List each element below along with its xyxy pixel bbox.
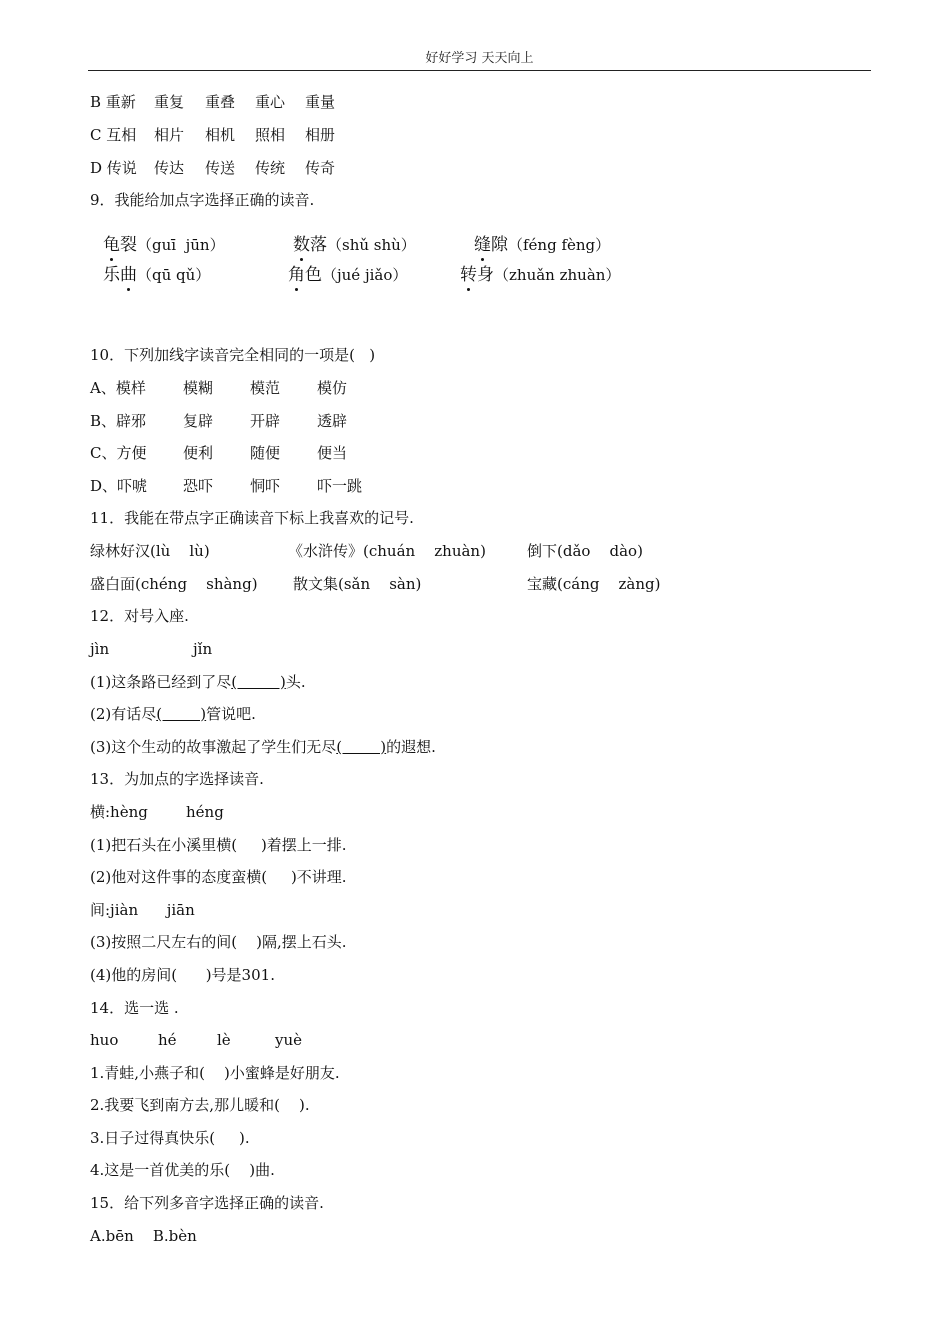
q14-sentence-3: 3.日子过得真快乐( ). [90,1129,250,1147]
q13-heng-pinyin: 横:hèng héng [90,803,224,821]
q9-item-4: 乐曲（qū qǔ） [103,265,211,285]
q13-sentence-4: (4)他的房间( )号是301. [90,966,275,984]
q9-prompt: 9．我能给加点字选择正确的读音. [90,191,315,209]
q10-option-c: C、方便 便利 随便 便当 [90,444,348,462]
q10-option-d: D、吓唬 恐吓 恫吓 吓一跳 [90,477,363,495]
q10-prompt: 10．下列加线字读音完全相同的一项是( ) [90,346,376,364]
q12-sentence-3: (3)这个生动的故事激起了学生们无尽( )的遐想. [90,738,436,756]
q15-prompt: 15．给下列多音字选择正确的读音. [90,1194,324,1212]
page-header: 好好学习 天天向上 [88,50,871,71]
q9-item-2: 数落（shǔ shù） [293,235,416,255]
q10-option-b: B、辟邪 复辟 开辟 透辟 [90,412,348,430]
q14-pinyin: huo hé lè yuè [90,1031,303,1049]
q13-sentence-3: (3)按照二尺左右的间( )隔,摆上石头. [90,933,347,951]
q12-pinyin: jìn jǐn [90,640,213,658]
q14-sentence-2: 2.我要飞到南方去,那儿暖和( ). [90,1096,310,1114]
q13-sentence-1: (1)把石头在小溪里横( )着摆上一排. [90,836,347,854]
q9-item-6: 转身（zhuǎn zhuàn） [460,265,621,285]
q9-item-1: 龟裂（guī jūn） [103,235,225,255]
q8-option-b: B 重新 重复 重叠 重心 重量 [90,93,336,111]
q11-prompt: 11．我能在带点字正确读音下标上我喜欢的记号. [90,509,414,527]
q12-prompt: 12．对号入座. [90,607,189,625]
q12-sentence-1: (1)这条路已经到了尽( )头. [90,673,306,691]
q14-sentence-4: 4.这是一首优美的乐( )曲. [90,1161,275,1179]
q11-row-1: 绿林好汉(lù lù) 《水浒传》(chuán zhuàn) 倒下(dǎo dào) [90,542,643,560]
q8-option-d: D 传说 传达 传送 传统 传奇 [90,159,336,177]
q11-row-2: 盛白面(chéng shàng) 散文集(sǎn sàn) 宝藏(cáng zàng) [90,575,661,593]
q9-item-3: 缝隙（féng fèng） [474,235,611,255]
q8-option-c: C 互相 相片 相机 照相 相册 [90,126,336,144]
q14-sentence-1: 1.青蛙,小燕子和( )小蜜蜂是好朋友. [90,1064,340,1082]
q9-item-5: 角色（jué jiǎo） [288,265,408,285]
q13-sentence-2: (2)他对这件事的态度蛮横( )不讲理. [90,868,347,886]
q15-options: A.bēn B.bèn [90,1227,197,1245]
q13-jian-pinyin: 间:jiàn jiān [90,901,195,919]
q13-prompt: 13．为加点的字选择读音. [90,770,264,788]
q10-option-a: A、模样 模糊 模范 模仿 [90,379,348,397]
q14-prompt: 14．选一选 . [90,999,179,1017]
q12-sentence-2: (2)有话尽( )管说吧. [90,705,256,723]
